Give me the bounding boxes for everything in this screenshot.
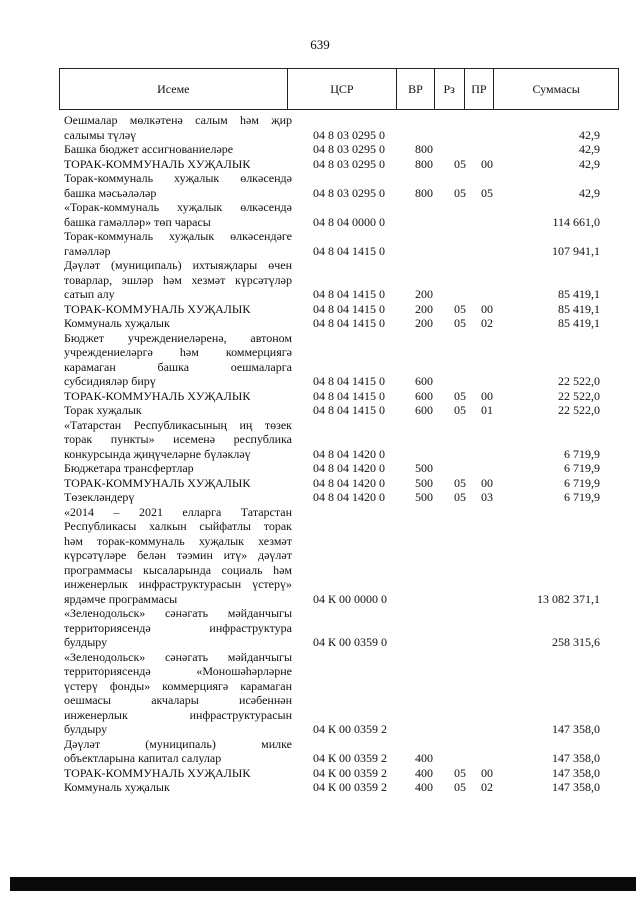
row-name [64, 157, 292, 172]
row-csr: 04 8 04 1415 0 [313, 243, 385, 258]
row-name [64, 606, 292, 650]
row-name [64, 302, 292, 317]
row-rz: 05 [454, 475, 466, 490]
row-pr: 05 [481, 185, 493, 200]
row-csr: 04 8 04 1415 0 [313, 316, 385, 330]
row-csr: 04 8 04 1415 0 [313, 287, 385, 301]
row-name-line: объектларына капитал салулар [64, 751, 222, 765]
row-name-line: карамаган башка оешмаларга [64, 359, 292, 374]
row-rz: 05 [454, 765, 466, 780]
table-row [0, 389, 640, 404]
row-vr: 600 [415, 388, 433, 403]
row-sum: 42,9 [579, 185, 600, 200]
row-name [64, 461, 292, 476]
row-sum: 22 522,0 [558, 374, 600, 388]
row-sum: 6 719,9 [564, 461, 600, 475]
row-csr: 04 8 04 1420 0 [313, 461, 385, 475]
row-name-line: ТОРАК-КОММУНАЛЬ ХУҖАЛЫК [64, 301, 251, 316]
row-sum: 85 419,1 [558, 301, 600, 316]
row-rz: 05 [454, 490, 466, 504]
row-vr: 500 [415, 490, 433, 504]
row-sum: 147 358,0 [552, 780, 600, 794]
table-row [0, 171, 640, 200]
row-name [64, 490, 292, 505]
row-rz: 05 [454, 388, 466, 403]
row-name-line: сатып алу [64, 287, 115, 301]
row-name-line: Башка бюджет ассигнованиеләре [64, 142, 234, 156]
row-sum: 107 941,1 [552, 243, 600, 258]
row-name-line: оешмасы акчалары исәбеннән [64, 693, 292, 707]
row-rz: 05 [454, 156, 466, 171]
row-rz: 05 [454, 780, 466, 794]
row-name-line: инженерлык инфраструктурасын үстерү» [64, 577, 292, 591]
row-csr: 04 8 03 0295 0 [313, 127, 385, 142]
page-number: 639 [310, 37, 330, 52]
row-pr: 02 [481, 316, 493, 330]
row-csr: 04 К 00 0359 0 [313, 635, 388, 649]
row-name-line: товарлар, эшләр һәм хезмәт күрсәтүләр [64, 272, 292, 287]
row-csr: 04 8 03 0295 0 [313, 142, 385, 156]
row-csr: 04 8 03 0295 0 [313, 185, 385, 200]
row-vr: 400 [415, 765, 433, 780]
row-csr: 04 8 04 1420 0 [313, 446, 385, 461]
row-rz: 05 [454, 185, 466, 200]
row-rz: 05 [454, 316, 466, 330]
row-pr: 00 [481, 388, 493, 403]
row-sum: 13 082 371,1 [537, 591, 600, 606]
row-name [64, 258, 292, 302]
table-row [0, 331, 640, 389]
row-sum: 6 719,9 [564, 446, 600, 461]
row-name [64, 389, 292, 404]
table-row [0, 780, 640, 795]
row-vr: 500 [415, 461, 433, 475]
row-name-line: инженерлык инфраструктурасын [64, 707, 292, 722]
row-sum: 22 522,0 [558, 388, 600, 403]
table-row [0, 490, 640, 505]
row-sum: 6 719,9 [564, 490, 600, 504]
row-name-line: булдыру [64, 722, 108, 736]
row-vr: 200 [415, 316, 433, 330]
row-name [64, 316, 292, 331]
table-row [0, 418, 640, 462]
row-csr: 04 К 00 0359 2 [313, 722, 388, 736]
row-name-line: Коммуналь хуҗалык [64, 780, 170, 794]
row-name [64, 331, 292, 389]
row-name [64, 229, 292, 258]
row-name-line: ярдәмче программасы [64, 591, 178, 606]
row-rz: 05 [454, 301, 466, 316]
row-vr: 600 [415, 403, 433, 417]
row-name-line: территориясендә «Моношәһәрләрне [64, 664, 292, 678]
row-sum: 6 719,9 [564, 475, 600, 490]
row-csr: 04 К 00 0359 2 [313, 765, 388, 780]
row-csr: 04 8 04 1415 0 [313, 388, 385, 403]
row-pr: 00 [481, 765, 493, 780]
row-name-line: учреждениеләргә һәм коммерциягә [64, 345, 292, 359]
row-vr: 500 [415, 475, 433, 490]
row-name-line: булдыру [64, 635, 108, 649]
row-name-line: үстерү фонды» коммерциягә карамаган [64, 678, 292, 693]
row-csr: 04 8 04 1415 0 [313, 301, 385, 316]
table-row [0, 461, 640, 476]
row-csr: 04 8 03 0295 0 [313, 156, 385, 171]
table-row [0, 650, 640, 737]
row-vr: 200 [415, 301, 433, 316]
row-name [64, 737, 292, 766]
row-vr: 800 [415, 142, 433, 156]
row-name-line: Төзекләндерү [64, 490, 135, 504]
row-pr: 00 [481, 156, 493, 171]
row-vr: 800 [415, 185, 433, 200]
table-header [59, 68, 619, 110]
row-name-line: субсидияләр бирү [64, 374, 156, 388]
row-csr: 04 8 04 0000 0 [313, 214, 385, 229]
scan-edge-bar [10, 877, 636, 891]
row-name-line: «Торак-коммуналь хуҗалык өлкәсендә [64, 200, 292, 214]
row-sum: 147 358,0 [552, 722, 600, 736]
table-row [0, 737, 640, 766]
row-name-line: Торак-коммуналь хуҗалык өлкәсендә [64, 171, 292, 185]
row-name-line: территориясендә инфраструктура [64, 620, 292, 635]
header-name: Исеме [60, 69, 288, 110]
row-name-line: башка гамәлләр» төп чарасы [64, 214, 211, 229]
row-vr: 800 [415, 156, 433, 171]
row-csr: 04 К 00 0359 2 [313, 780, 388, 794]
table-row [0, 316, 640, 331]
row-name-line: һәм торак-коммуналь хуҗалык хезмәт [64, 533, 292, 548]
header-csr: ЦСР [287, 69, 397, 110]
row-name [64, 171, 292, 200]
row-name [64, 113, 292, 142]
row-csr: 04 8 04 1415 0 [313, 403, 385, 417]
row-sum: 42,9 [579, 142, 600, 156]
row-name [64, 142, 292, 157]
row-sum: 22 522,0 [558, 403, 600, 417]
row-vr: 600 [415, 374, 433, 388]
row-sum: 85 419,1 [558, 316, 600, 330]
row-name-line: башка мәсьәләләр [64, 185, 157, 200]
row-name-line: ТОРАК-КОММУНАЛЬ ХУҖАЛЫК [64, 388, 251, 403]
row-name [64, 200, 292, 229]
row-name-line: Бюджетара трансфертлар [64, 461, 194, 475]
row-pr: 01 [481, 403, 493, 417]
row-pr: 02 [481, 780, 493, 794]
header-sum: Суммасы [494, 69, 619, 110]
row-name [64, 418, 292, 462]
row-name-line: Торак-коммуналь хуҗалык өлкәсендәге [64, 229, 292, 243]
row-pr: 00 [481, 475, 493, 490]
row-name [64, 766, 292, 781]
row-name-line: торак пункты» исеменә республика [64, 432, 292, 446]
row-sum: 258 315,6 [552, 635, 600, 649]
row-name-line: күрсәтүләре белән тәэмин итү» дәүләт [64, 548, 292, 562]
table-row [0, 200, 640, 229]
row-sum: 42,9 [579, 127, 600, 142]
row-rz: 05 [454, 403, 466, 417]
row-csr: 04 8 04 1420 0 [313, 475, 385, 490]
row-name-line: салымы түләү [64, 127, 137, 142]
row-name-line: «Татарстан Республикасының иң төзек [64, 417, 292, 432]
row-name-line: «Зеленодольск» сәнәгать мәйданчыгы [64, 649, 292, 664]
row-name-line: ТОРАК-КОММУНАЛЬ ХУҖАЛЫК [64, 156, 251, 171]
row-pr: 00 [481, 301, 493, 316]
row-name [64, 403, 292, 418]
table-row [0, 766, 640, 781]
row-name-line: программасы кысаларында социаль һәм [64, 562, 292, 577]
table-row [0, 157, 640, 172]
row-name-line: Дәүләт (муниципаль) милке [64, 736, 292, 751]
table-row [0, 258, 640, 302]
row-name-line: Оешмалар мөлкәтенә салым һәм җир [64, 113, 292, 127]
row-name-line: «Зеленодольск» сәнәгать мәйданчыгы [64, 606, 292, 620]
table-row [0, 142, 640, 157]
row-csr: 04 К 00 0359 2 [313, 751, 388, 765]
header-rz: Рз [434, 69, 464, 110]
row-sum: 85 419,1 [558, 287, 600, 301]
row-name-line: Бюджет учреждениеләренә, автоном [64, 330, 292, 345]
row-name-line: гамәлләр [64, 243, 111, 258]
table-row [0, 403, 640, 418]
row-vr: 200 [415, 287, 433, 301]
row-sum: 114 661,0 [552, 214, 600, 229]
row-name-line: ТОРАК-КОММУНАЛЬ ХУҖАЛЫК [64, 765, 251, 780]
table-row [0, 606, 640, 650]
row-vr: 400 [415, 780, 433, 794]
table-row [0, 476, 640, 491]
table-row [0, 302, 640, 317]
row-name [64, 780, 292, 795]
table-row [0, 113, 640, 142]
row-name-line: «2014 – 2021 елларга Татарстан [64, 504, 292, 519]
row-sum: 42,9 [579, 156, 600, 171]
row-sum: 147 358,0 [552, 765, 600, 780]
row-csr: 04 8 04 1415 0 [313, 374, 385, 388]
row-csr: 04 К 00 0000 0 [313, 591, 388, 606]
row-name [64, 650, 292, 737]
row-name [64, 505, 292, 607]
table-row [0, 505, 640, 607]
header-vr: ВР [397, 69, 435, 110]
row-name-line: Торак хуҗалык [64, 403, 142, 417]
row-vr: 400 [415, 751, 433, 765]
row-name-line: Коммуналь хуҗалык [64, 316, 170, 330]
row-name-line: Республикасы халкын сыйфатлы торак [64, 519, 292, 533]
header-pr: ПР [464, 69, 494, 110]
row-name-line: ТОРАК-КОММУНАЛЬ ХУҖАЛЫК [64, 475, 251, 490]
table-row [0, 229, 640, 258]
row-pr: 03 [481, 490, 493, 504]
row-csr: 04 8 04 1420 0 [313, 490, 385, 504]
row-sum: 147 358,0 [552, 751, 600, 765]
row-name-line: конкурсында җиңүчеләрне бүләкләү [64, 446, 251, 461]
row-name [64, 476, 292, 491]
row-name-line: Дәүләт (муниципаль) ихтыяҗлары өчен [64, 258, 292, 272]
